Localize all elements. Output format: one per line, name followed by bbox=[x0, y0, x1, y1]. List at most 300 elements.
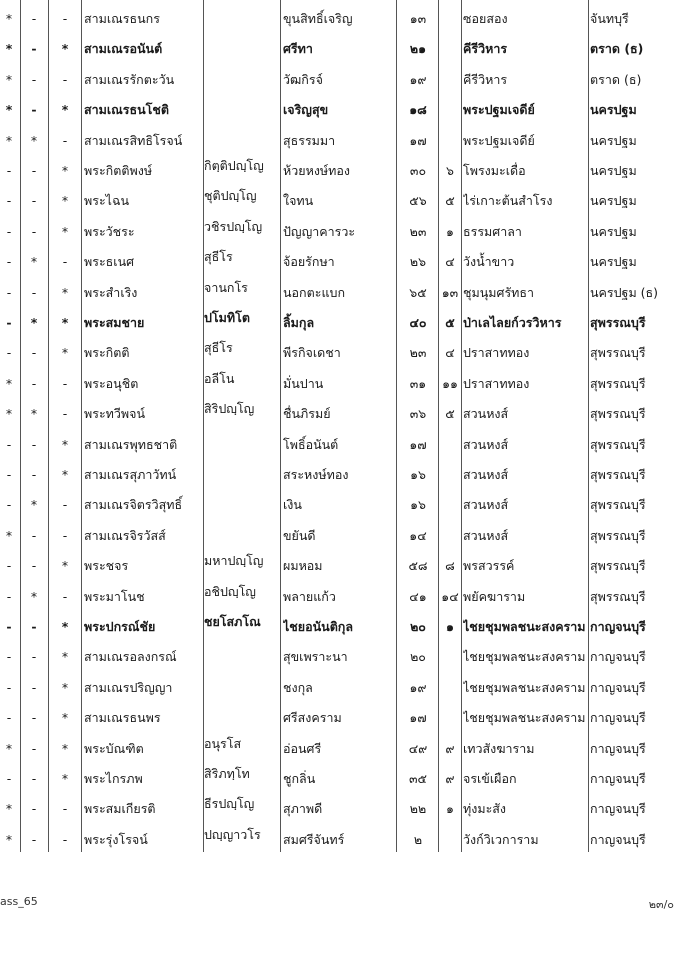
province-cell: นครปฐม bbox=[590, 132, 637, 148]
surname-cell: ศรีทา bbox=[283, 41, 313, 57]
age-cell: ๑๘ bbox=[409, 102, 427, 118]
mark-1: - bbox=[6, 710, 12, 726]
table-row bbox=[0, 490, 674, 520]
name-cell: พระสำเริง bbox=[84, 284, 138, 300]
surname-cell: เจริญสุข bbox=[283, 102, 329, 118]
mark-2: - bbox=[31, 375, 37, 391]
vassa-cell bbox=[440, 825, 460, 855]
name-cell: พระมาโนช bbox=[84, 588, 145, 604]
table-row bbox=[0, 217, 674, 247]
name-cell: สามเณรปริญญา bbox=[84, 679, 173, 695]
table-row bbox=[0, 734, 674, 764]
age-cell: ๑๖ bbox=[410, 497, 426, 513]
surname-cell: จ้อยรักษา bbox=[283, 254, 335, 270]
table-row bbox=[0, 186, 674, 216]
table-row bbox=[0, 430, 674, 460]
mark-3: * bbox=[61, 771, 69, 786]
surname-cell: นอกตะแบก bbox=[283, 284, 346, 300]
age-cell: ๒๓ bbox=[409, 345, 427, 361]
temple-cell: คีรีวิหาร bbox=[463, 41, 508, 57]
table-row bbox=[0, 126, 674, 156]
name-cell: สามเณรอลงกรณ์ bbox=[84, 649, 177, 665]
age-cell: ๒๐ bbox=[410, 649, 426, 665]
surname-cell: สระหงษ์ทอง bbox=[283, 467, 349, 482]
province-cell: นครปฐม bbox=[590, 223, 637, 239]
temple-cell: ไชยชุมพลชนะสงคราม bbox=[463, 619, 586, 634]
mark-2: - bbox=[31, 831, 37, 847]
mark-1: - bbox=[6, 284, 12, 300]
age-cell: ๓๖ bbox=[409, 406, 427, 422]
table-row bbox=[0, 4, 674, 34]
temple-cell: ไชยชุมพลชนะสงคราม bbox=[463, 649, 586, 665]
surname-cell: เงิน bbox=[283, 497, 302, 513]
mark-1: * bbox=[5, 831, 13, 847]
table-row bbox=[0, 460, 674, 490]
table-row bbox=[0, 95, 674, 125]
mark-1: * bbox=[5, 102, 13, 118]
vassa-cell: ๕ bbox=[445, 315, 455, 330]
province-cell: กาญจนบุรี bbox=[590, 740, 646, 756]
surname-cell: ศรีสงคราม bbox=[283, 710, 342, 726]
mark-1: * bbox=[5, 740, 13, 756]
mark-1: * bbox=[5, 406, 13, 422]
name-cell: สามเณรอนันต์ bbox=[84, 41, 163, 57]
vassa-cell bbox=[440, 673, 460, 703]
name-cell: พระวัชระ bbox=[84, 223, 135, 239]
vassa-cell bbox=[440, 95, 460, 125]
ordination-name-cell: อนุรโส bbox=[204, 735, 242, 751]
mark-3: * bbox=[61, 193, 69, 209]
age-cell: ๒ bbox=[413, 831, 423, 847]
age-cell: ๔๐ bbox=[409, 315, 427, 330]
ordination-name-cell bbox=[204, 642, 278, 672]
mark-2: - bbox=[31, 284, 37, 300]
name-cell: พระปกรณ์ชัย bbox=[84, 619, 156, 634]
ordination-name-cell bbox=[204, 95, 278, 125]
surname-cell: ขุนสิทธิ์เจริญ bbox=[283, 11, 353, 26]
name-cell: พระกิตติ bbox=[84, 345, 130, 361]
vassa-cell: ๑ bbox=[446, 223, 454, 239]
ordination-name-cell bbox=[204, 460, 278, 490]
mark-1: * bbox=[5, 71, 13, 87]
mark-3: - bbox=[62, 831, 68, 847]
table-row bbox=[0, 34, 674, 64]
mark-3: - bbox=[62, 11, 68, 26]
mark-2: - bbox=[31, 102, 37, 118]
ordination-name-cell: สิริปญฺโญ bbox=[204, 401, 255, 417]
mark-2: - bbox=[31, 467, 37, 482]
age-cell: ๑๙ bbox=[409, 71, 427, 87]
surname-cell: มั่นปาน bbox=[283, 375, 324, 391]
surname-cell: ไชยอนันติกุล bbox=[283, 619, 354, 634]
province-cell: กาญจนบุรี bbox=[590, 831, 646, 847]
mark-3: * bbox=[61, 163, 69, 178]
ordination-name-cell: มหาปญฺโญ bbox=[204, 553, 264, 569]
mark-2: - bbox=[31, 679, 37, 695]
age-cell: ๑๗ bbox=[409, 710, 427, 726]
temple-cell: สวนหงส์ bbox=[463, 436, 509, 452]
table-row bbox=[0, 612, 674, 642]
surname-cell: ลิ้มกุล bbox=[283, 315, 315, 330]
province-cell: ตราด (ธ) bbox=[590, 71, 642, 87]
vassa-cell: ๙ bbox=[445, 740, 455, 756]
ordination-name-cell: กิตฺติปญฺโญ bbox=[204, 158, 264, 173]
temple-cell: ชุมนุมศรัทธา bbox=[463, 284, 535, 300]
mark-1: * bbox=[5, 801, 13, 817]
ordination-name-cell bbox=[204, 430, 278, 460]
province-cell: กาญจนบุรี bbox=[590, 771, 646, 786]
province-cell: สุพรรณบุรี bbox=[590, 527, 646, 543]
mark-1: - bbox=[6, 649, 12, 665]
mark-2: * bbox=[30, 315, 38, 330]
mark-2: - bbox=[31, 527, 37, 543]
temple-cell: ปราสาททอง bbox=[463, 345, 530, 361]
table-row bbox=[0, 156, 674, 186]
name-cell: สามเณรพุทธชาติ bbox=[84, 436, 178, 452]
mark-3: - bbox=[62, 375, 68, 391]
temple-cell: โพรงมะเดื่อ bbox=[463, 163, 526, 178]
province-cell: กาญจนบุรี bbox=[590, 801, 646, 817]
mark-1: - bbox=[6, 467, 12, 482]
mark-2: * bbox=[30, 254, 38, 270]
temple-cell: คีรีวิหาร bbox=[463, 71, 508, 87]
table-row bbox=[0, 764, 674, 794]
table-row bbox=[0, 278, 674, 308]
ordination-name-cell bbox=[204, 673, 278, 703]
ordination-name-cell: ธีรปญฺโญ bbox=[204, 796, 255, 812]
temple-cell: เทวสังฆาราม bbox=[463, 740, 535, 756]
age-cell: ๓๕ bbox=[408, 771, 427, 786]
age-cell: ๒๐ bbox=[410, 619, 426, 634]
vassa-cell: ๑๔ bbox=[441, 588, 459, 604]
table-row bbox=[0, 308, 674, 338]
province-cell: สุพรรณบุรี bbox=[590, 497, 646, 513]
province-cell: นครปฐม (ธ) bbox=[590, 284, 659, 300]
province-cell: สุพรรณบุรี bbox=[590, 406, 646, 422]
vassa-cell bbox=[440, 703, 460, 733]
name-cell: พระไกรภพ bbox=[84, 771, 143, 786]
province-cell: กาญจนบุรี bbox=[590, 710, 646, 726]
mark-1: - bbox=[6, 497, 12, 513]
vassa-cell bbox=[440, 430, 460, 460]
age-cell: ๖๕ bbox=[409, 284, 427, 300]
mark-2: - bbox=[31, 41, 37, 57]
mark-3: * bbox=[61, 284, 69, 300]
table-row bbox=[0, 642, 674, 672]
mark-3: * bbox=[61, 679, 69, 695]
province-cell: นครปฐม bbox=[590, 254, 637, 270]
temple-cell: สวนหงส์ bbox=[463, 406, 509, 422]
mark-1: - bbox=[6, 163, 12, 178]
name-cell: สามเณรจิรวัสส์ bbox=[84, 527, 166, 543]
ordination-name-cell bbox=[204, 521, 278, 551]
temple-cell: พระปฐมเจดีย์ bbox=[463, 102, 535, 118]
mark-3: * bbox=[61, 649, 69, 665]
age-cell: ๑๖ bbox=[410, 467, 426, 482]
mark-3: - bbox=[62, 254, 68, 270]
temple-cell: สวนหงส์ bbox=[463, 527, 509, 543]
ordination-name-cell bbox=[204, 34, 278, 64]
mark-1: - bbox=[6, 223, 12, 239]
mark-2: * bbox=[30, 588, 38, 604]
mark-2: * bbox=[30, 406, 38, 422]
name-cell: สามเณรธนกร bbox=[84, 11, 160, 26]
mark-3: * bbox=[61, 619, 69, 634]
mark-3: * bbox=[61, 740, 69, 756]
age-cell: ๔๙ bbox=[408, 740, 428, 756]
mark-2: - bbox=[31, 740, 37, 756]
mark-2: - bbox=[31, 11, 37, 26]
name-cell: สามเณรสุภาวัทน์ bbox=[84, 467, 177, 482]
surname-cell: วัฒกิรจ์ bbox=[283, 71, 323, 87]
name-cell: สามเณรธนพร bbox=[84, 710, 161, 726]
mark-2: - bbox=[31, 558, 37, 574]
mark-1: - bbox=[6, 436, 12, 452]
province-cell: สุพรรณบุรี bbox=[590, 558, 646, 574]
ordination-name-cell: จานกโร bbox=[204, 279, 248, 295]
mark-3: * bbox=[61, 558, 69, 574]
name-cell: สามเณรจิตรวิสุทธิ์ bbox=[84, 497, 183, 513]
mark-1: * bbox=[5, 132, 13, 148]
name-cell: พระอนุชิต bbox=[84, 375, 139, 391]
surname-cell: ชงกุล bbox=[283, 679, 313, 695]
surname-cell: ชูกลิ่น bbox=[283, 771, 316, 786]
temple-cell: สวนหงส์ bbox=[463, 467, 509, 482]
vassa-cell: ๑ bbox=[446, 619, 454, 634]
ordination-name-cell bbox=[204, 4, 278, 34]
name-cell: พระรุ่งโรจน์ bbox=[84, 831, 148, 847]
table-row bbox=[0, 551, 674, 581]
mark-3: * bbox=[61, 345, 69, 361]
footer-left-label: ass_65 bbox=[0, 895, 38, 908]
province-cell: นครปฐม bbox=[590, 102, 637, 118]
surname-cell: พีรกิจเดชา bbox=[283, 345, 341, 361]
province-cell: จันทบุรี bbox=[590, 11, 629, 26]
age-cell: ๔๑ bbox=[409, 588, 427, 604]
ordination-name-cell: ปญฺญาวโร bbox=[204, 826, 261, 842]
mark-2: - bbox=[31, 649, 37, 665]
age-cell: ๒๑ bbox=[409, 41, 427, 57]
ordination-name-cell: สิริภทฺโท bbox=[204, 766, 250, 781]
ordination-name-cell bbox=[204, 65, 278, 95]
vassa-cell bbox=[440, 521, 460, 551]
vassa-cell: ๘ bbox=[445, 558, 455, 574]
ordination-name-cell bbox=[204, 703, 278, 733]
mark-2: - bbox=[31, 771, 37, 786]
surname-cell: โพธิ์อนันต์ bbox=[283, 436, 339, 452]
mark-3: - bbox=[62, 71, 68, 87]
temple-cell: ซอยสอง bbox=[463, 11, 508, 26]
mark-1: * bbox=[5, 41, 13, 57]
mark-3: - bbox=[62, 801, 68, 817]
mark-1: - bbox=[6, 193, 12, 209]
name-cell: พระธเนศ bbox=[84, 254, 135, 270]
mark-3: - bbox=[62, 527, 68, 543]
province-cell: สุพรรณบุรี bbox=[590, 588, 646, 604]
temple-cell: จรเข้เผือก bbox=[463, 771, 517, 786]
surname-cell: ปัญญาคารวะ bbox=[283, 223, 356, 239]
vassa-cell: ๔ bbox=[445, 254, 455, 270]
mark-2: - bbox=[31, 710, 37, 726]
vassa-cell bbox=[440, 4, 460, 34]
temple-cell: ไชยชุมพลชนะสงคราม bbox=[463, 679, 586, 695]
mark-2: - bbox=[31, 619, 37, 634]
province-cell: กาญจนบุรี bbox=[590, 649, 646, 665]
temple-cell: สวนหงส์ bbox=[463, 497, 509, 513]
age-cell: ๑๓ bbox=[409, 11, 427, 26]
age-cell: ๒๖ bbox=[409, 254, 427, 270]
vassa-cell bbox=[440, 490, 460, 520]
mark-2: - bbox=[31, 223, 37, 239]
province-cell: นครปฐม bbox=[590, 193, 637, 209]
mark-1: * bbox=[5, 527, 13, 543]
temple-cell: ไชยชุมพลชนะสงคราม bbox=[463, 710, 586, 726]
table-row bbox=[0, 65, 674, 95]
mark-1: - bbox=[6, 588, 12, 604]
table-row bbox=[0, 582, 674, 612]
age-cell: ๑๔ bbox=[409, 527, 427, 543]
temple-cell: ไร่เกาะต้นสำโรง bbox=[463, 193, 553, 209]
age-cell: ๑๗ bbox=[409, 436, 427, 452]
mark-2: - bbox=[31, 71, 37, 87]
mark-3: - bbox=[62, 497, 68, 513]
mark-1: - bbox=[6, 345, 12, 361]
surname-cell: สุภาพดี bbox=[283, 801, 323, 817]
province-cell: สุพรรณบุรี bbox=[590, 315, 646, 330]
temple-cell: ป่าเลไลยก์วรวิหาร bbox=[463, 315, 562, 330]
age-cell: ๓๐ bbox=[409, 163, 427, 178]
mark-3: - bbox=[62, 406, 68, 422]
table-row bbox=[0, 703, 674, 733]
temple-cell: พรสวรรค์ bbox=[463, 558, 515, 574]
ordination-name-cell: สุธีโร bbox=[204, 249, 233, 265]
mark-2: - bbox=[31, 801, 37, 817]
vassa-cell: ๕ bbox=[445, 406, 455, 422]
name-cell: พระไฉน bbox=[84, 193, 130, 209]
mark-3: - bbox=[62, 588, 68, 604]
ordination-name-cell: สุธีโร bbox=[204, 340, 233, 356]
table-row bbox=[0, 338, 674, 368]
mark-1: - bbox=[6, 558, 12, 574]
vassa-cell bbox=[440, 642, 460, 672]
province-cell: กาญจนบุรี bbox=[590, 619, 646, 634]
mark-3: * bbox=[61, 102, 69, 118]
vassa-cell bbox=[440, 65, 460, 95]
name-cell: พระกิตติพงษ์ bbox=[84, 163, 153, 178]
table-row bbox=[0, 673, 674, 703]
mark-1: - bbox=[6, 315, 12, 330]
name-cell: พระบัณฑิต bbox=[84, 740, 144, 756]
table-row bbox=[0, 794, 674, 824]
mark-3: * bbox=[61, 223, 69, 239]
vassa-cell: ๑๑ bbox=[442, 375, 458, 391]
province-cell: นครปฐม bbox=[590, 163, 637, 178]
age-cell: ๕๘ bbox=[408, 558, 428, 574]
table-row bbox=[0, 369, 674, 399]
age-cell: ๕๖ bbox=[409, 193, 427, 209]
surname-cell: ใจทน bbox=[283, 193, 314, 209]
surname-cell: สุขเพราะนา bbox=[283, 649, 348, 665]
temple-cell: วังก์วิเวการาม bbox=[463, 831, 539, 847]
temple-cell: พระปฐมเจดีย์ bbox=[463, 132, 535, 148]
mark-3: * bbox=[61, 436, 69, 452]
ordination-name-cell: อลีโน bbox=[204, 370, 235, 386]
mark-1: - bbox=[6, 679, 12, 695]
surname-cell: ชื่นภิรมย์ bbox=[283, 406, 331, 422]
vassa-cell: ๕ bbox=[445, 193, 455, 209]
mark-1: - bbox=[6, 619, 12, 634]
name-cell: พระทวีพจน์ bbox=[84, 406, 146, 422]
temple-cell: ปราสาททอง bbox=[463, 375, 530, 391]
ordination-name-cell: วชิรปญฺโญ bbox=[204, 218, 263, 234]
mark-2: - bbox=[31, 345, 37, 361]
vassa-cell: ๑๓ bbox=[441, 284, 459, 300]
vassa-cell bbox=[440, 460, 460, 490]
vassa-cell: ๑ bbox=[446, 801, 454, 817]
temple-cell: ธรรมศาลา bbox=[463, 223, 522, 239]
surname-cell: ห้วยหงษ์ทอง bbox=[283, 163, 351, 178]
name-cell: พระชจร bbox=[84, 558, 129, 574]
mark-2: - bbox=[31, 193, 37, 209]
name-cell: พระสมชาย bbox=[84, 315, 145, 330]
province-cell: ตราด (ธ) bbox=[590, 41, 644, 57]
ordination-name-cell bbox=[204, 490, 278, 520]
mark-3: * bbox=[61, 710, 69, 726]
surname-cell: ผมหอม bbox=[283, 558, 323, 574]
mark-2: - bbox=[31, 163, 37, 178]
surname-cell: สมศรีจันทร์ bbox=[283, 831, 345, 847]
age-cell: ๑๗ bbox=[409, 132, 427, 148]
mark-1: - bbox=[6, 771, 12, 786]
mark-2: * bbox=[30, 132, 38, 148]
province-cell: กาญจนบุรี bbox=[590, 679, 646, 695]
surname-cell: ขยันดี bbox=[283, 527, 316, 543]
vassa-cell bbox=[440, 126, 460, 156]
name-cell: สามเณรรักตะวัน bbox=[84, 71, 175, 87]
surname-cell: พลายแก้ว bbox=[283, 588, 336, 604]
ordination-name-cell: ชุติปญฺโญ bbox=[204, 188, 257, 204]
age-cell: ๑๙ bbox=[409, 679, 427, 695]
temple-cell: พยัคฆาราม bbox=[463, 588, 526, 604]
table-row bbox=[0, 399, 674, 429]
ordination-name-cell bbox=[204, 126, 278, 156]
temple-cell: ทุ่งมะสัง bbox=[463, 801, 507, 817]
footer-page-label: ๒๓/๐ bbox=[648, 898, 674, 911]
ordination-name-cell: อชิปญฺโญ bbox=[204, 583, 256, 599]
province-cell: สุพรรณบุรี bbox=[590, 375, 646, 391]
table-row bbox=[0, 247, 674, 277]
ordination-name-cell: ชยโสภโณ bbox=[204, 614, 261, 629]
mark-3: - bbox=[62, 132, 68, 148]
province-cell: สุพรรณบุรี bbox=[590, 436, 646, 452]
vassa-cell bbox=[440, 34, 460, 64]
table-row bbox=[0, 521, 674, 551]
ordination-name-cell: ปโมทิโต bbox=[204, 310, 250, 325]
vassa-cell: ๖ bbox=[446, 163, 454, 178]
vassa-cell: ๔ bbox=[445, 345, 455, 361]
mark-1: * bbox=[5, 11, 13, 26]
surname-cell: อ่อนศรี bbox=[283, 740, 322, 756]
age-cell: ๓๑ bbox=[409, 375, 427, 391]
mark-3: * bbox=[61, 41, 69, 57]
mark-3: * bbox=[61, 467, 69, 482]
mark-2: - bbox=[31, 436, 37, 452]
mark-3: * bbox=[61, 315, 69, 330]
name-cell: สามเณรสิทธิโรจน์ bbox=[84, 132, 183, 148]
name-cell: พระสมเกียรติ bbox=[84, 801, 156, 817]
name-cell: สามเณรธนโชติ bbox=[84, 102, 169, 118]
age-cell: ๒๓ bbox=[409, 223, 427, 239]
